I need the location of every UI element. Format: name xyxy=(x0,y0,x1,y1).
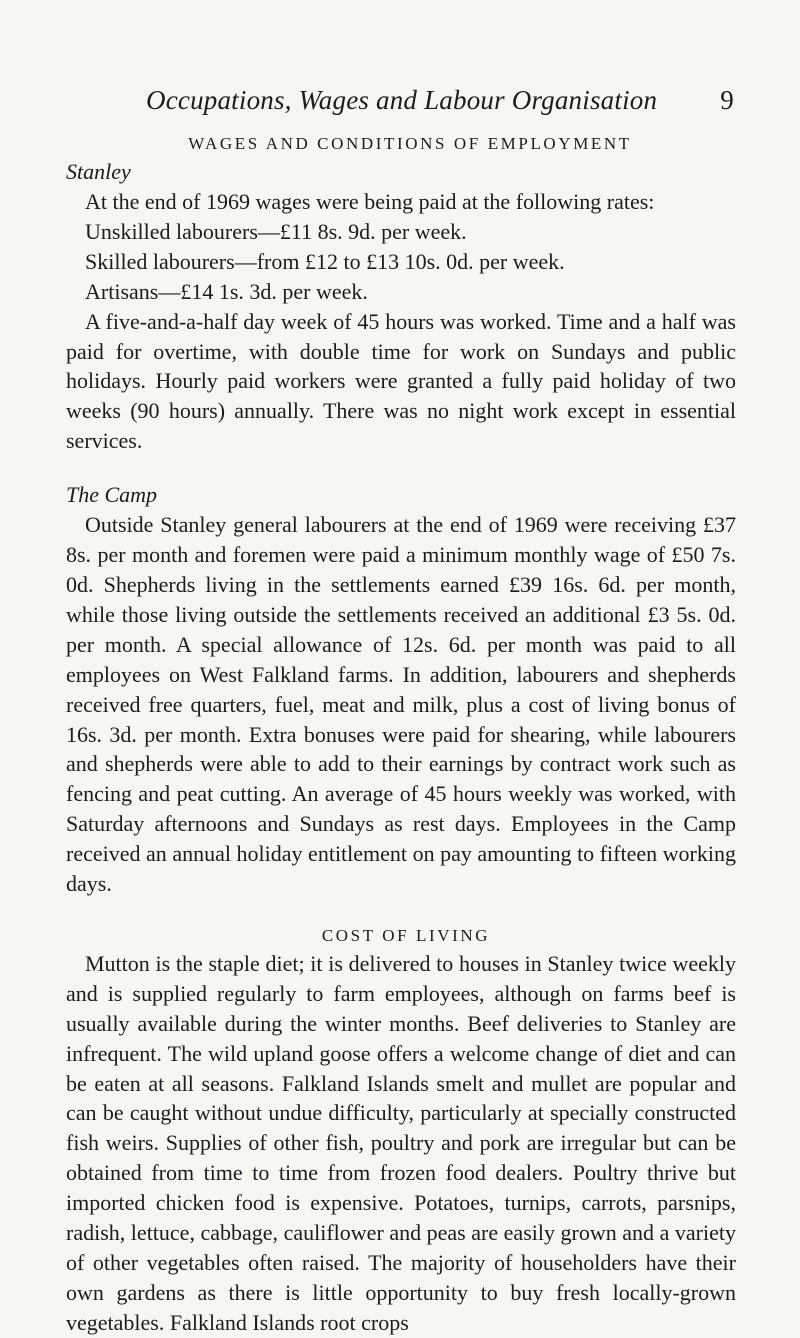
stanley-intro: At the end of 1969 wages were being paid at the following rates: xyxy=(85,189,655,214)
rate-unskilled: Unskilled labourers—£11 8s. 9d. per week. xyxy=(85,218,467,244)
running-head xyxy=(66,85,736,131)
rate-skilled: Skilled labourers—from £12 to £13 10s. 0d. per week. xyxy=(85,248,565,274)
cost-of-living-heading: COST OF LIVING xyxy=(321,925,491,945)
spacer xyxy=(66,456,736,480)
spacer xyxy=(66,899,736,923)
camp-paragraph: Outside Stanley general labourers at the end of 1969 were receiving £37 8s. per month and foremen were paid a minimum monthly wage of £50 7s. 0d. Shepherds living in the settlements earned £39 16s. 6d. per month, while those living outside the settlements received an additional £3 5s. 0d. per month. A special allowance of 12s. 6d. per month was paid to all employees on West Falkland farms. In addition, labourers and shepherds received free quarters, fuel, meat and milk, plus a cost of living bonus of 16s. 3d. per month. Extra bonuses were paid for shearing, while labourers and shepherds were able to add to their earnings by contract work such as fencing and peat cutting. An average of 45 hours weekly was worked, with Saturday afternoons and Sundays as rest days. Employees in the Camp received an annual holiday entitlement on pay amounting to fifteen working days. xyxy=(66,512,736,897)
rate-artisans: Artisans—£14 1s. 3d. per week. xyxy=(85,278,368,304)
running-head-title: Occupations, Wages and Labour Organisation xyxy=(146,85,658,115)
stanley-paragraph: A five-and-a-half day week of 45 hours was worked. Time and a half was paid for overtime, with double time for work on Sundays and public holidays. Hourly paid workers were granted a fully paid holiday of two weeks (90 hours) annually. There was no night work except in essential services. xyxy=(66,308,736,454)
wages-section-heading: WAGES AND CONDITIONS OF EMPLOYMENT xyxy=(188,134,632,153)
document-page xyxy=(66,85,736,1338)
page-number: 9 xyxy=(720,85,734,115)
cost-of-living-paragraph: Mutton is the staple diet; it is delivered to houses in Stanley twice weekly and is supplied regularly to farm employees, although on farms beef is usually available during the winter months. Beef deliveries to Stanley are infrequent. The wild upland goose offers a welcome change of diet and can be eaten at all seasons. Falkland Islands smelt and mullet are popular and can be caught without undue difficulty, particularly at specially constructed fish weirs. Supplies of other fish, poultry and pork are irregular but can be obtained from time to time from frozen food dealers. Poultry thrive but imported chicken food is expensive. Potatoes, turnips, carrots, parsnips, radish, lettuce, cabbage, cauliflower and peas are easily grown and a variety of other vegetables often raised. The majority of householders have their own gardens as there is little opportunity to buy fresh locally-grown vegetables. Falkland Islands root crops xyxy=(66,950,736,1335)
camp-subhead: The Camp xyxy=(66,482,158,508)
stanley-subhead: Stanley xyxy=(66,159,131,184)
